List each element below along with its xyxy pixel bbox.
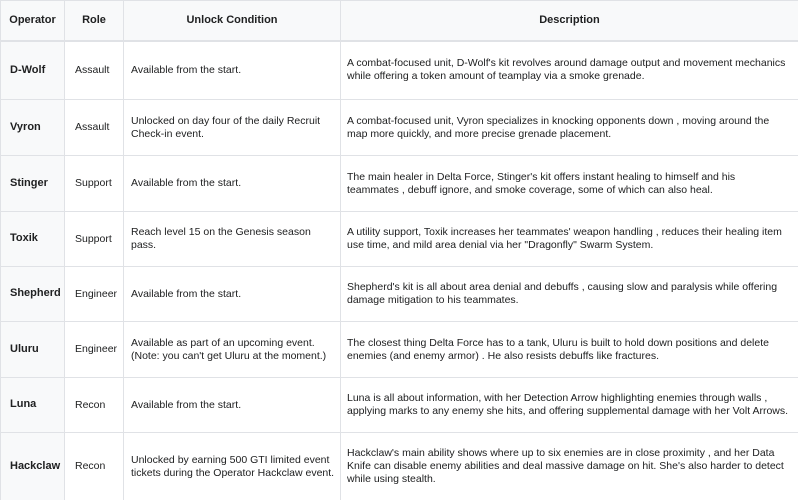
role-cell: Support	[65, 156, 124, 212]
unlock-condition-cell: Available as part of an upcoming event. (Note: you can't get Uluru at the moment.)	[124, 322, 341, 378]
operator-cell: Stinger	[1, 156, 65, 212]
unlock-condition-cell: Unlocked on day four of the daily Recruit Check-in event.	[124, 100, 341, 156]
unlock-condition-cell: Available from the start.	[124, 267, 341, 322]
description-cell: A utility support, Toxik increases her teammates' weapon handling , reduces their healing item use time, and mild area denial via her "Dragonfly" Swarm System.	[341, 212, 798, 267]
description-cell: The closest thing Delta Force has to a tank, Uluru is built to hold down positions and delete enemies (and enemy armor) . He also resists debuffs like fractures.	[341, 322, 798, 378]
unlock-condition-cell: Unlocked by earning 500 GTI limited event tickets during the Operator Hackclaw event.	[124, 433, 341, 500]
description-cell: A combat-focused unit, D-Wolf's kit revolves around damage output and movement mechanics while offering a token amount of teamplay via a smoke grenade.	[341, 41, 798, 100]
header-row	[1, 1, 798, 41]
operator-cell: Shepherd	[1, 267, 65, 322]
table-row	[1, 212, 798, 267]
role-cell: Assault	[65, 100, 124, 156]
role-cell: Support	[65, 212, 124, 267]
table-row	[1, 378, 798, 433]
role-cell: Recon	[65, 433, 124, 500]
column-header-operator: Operator	[1, 1, 65, 41]
unlock-condition-cell: Available from the start.	[124, 41, 341, 100]
unlock-condition-cell: Available from the start.	[124, 378, 341, 433]
column-header-role: Role	[65, 1, 124, 41]
table-row	[1, 41, 798, 100]
role-cell: Recon	[65, 378, 124, 433]
table-row	[1, 156, 798, 212]
role-cell: Engineer	[65, 322, 124, 378]
role-cell: Engineer	[65, 267, 124, 322]
description-cell: The main healer in Delta Force, Stinger's kit offers instant healing to himself and his teammates , debuff ignore, and smoke coverage, some of which can also heal.	[341, 156, 798, 212]
table-row	[1, 267, 798, 322]
operator-cell: D-Wolf	[1, 41, 65, 100]
description-cell: Shepherd's kit is all about area denial and debuffs , causing slow and paralysis while offering damage mitigation to his teammates.	[341, 267, 798, 322]
table-row	[1, 433, 798, 500]
column-header-unlock-condition: Unlock Condition	[124, 1, 341, 41]
role-cell: Assault	[65, 41, 124, 100]
column-header-description: Description	[341, 1, 798, 41]
table-row	[1, 100, 798, 156]
operator-cell: Luna	[1, 378, 65, 433]
description-cell: Hackclaw's main ability shows where up to six enemies are in close proximity , and her Data Knife can disable enemy abilities and deal massive damage on hit. She's also harder to detect while using stealth.	[341, 433, 798, 500]
operator-cell: Vyron	[1, 100, 65, 156]
description-cell: Luna is all about information, with her Detection Arrow highlighting enemies through walls , applying marks to any enemy she hits, and offering supplemental damage with her Volt Arrows.	[341, 378, 798, 433]
operator-cell: Hackclaw	[1, 433, 65, 500]
operator-cell: Uluru	[1, 322, 65, 378]
operator-cell: Toxik	[1, 212, 65, 267]
table-row	[1, 322, 798, 378]
unlock-condition-cell: Available from the start.	[124, 156, 341, 212]
description-cell: A combat-focused unit, Vyron specializes in knocking opponents down , moving around the map more quickly, and more precise grenade placement.	[341, 100, 798, 156]
unlock-condition-cell: Reach level 15 on the Genesis season pass.	[124, 212, 341, 267]
